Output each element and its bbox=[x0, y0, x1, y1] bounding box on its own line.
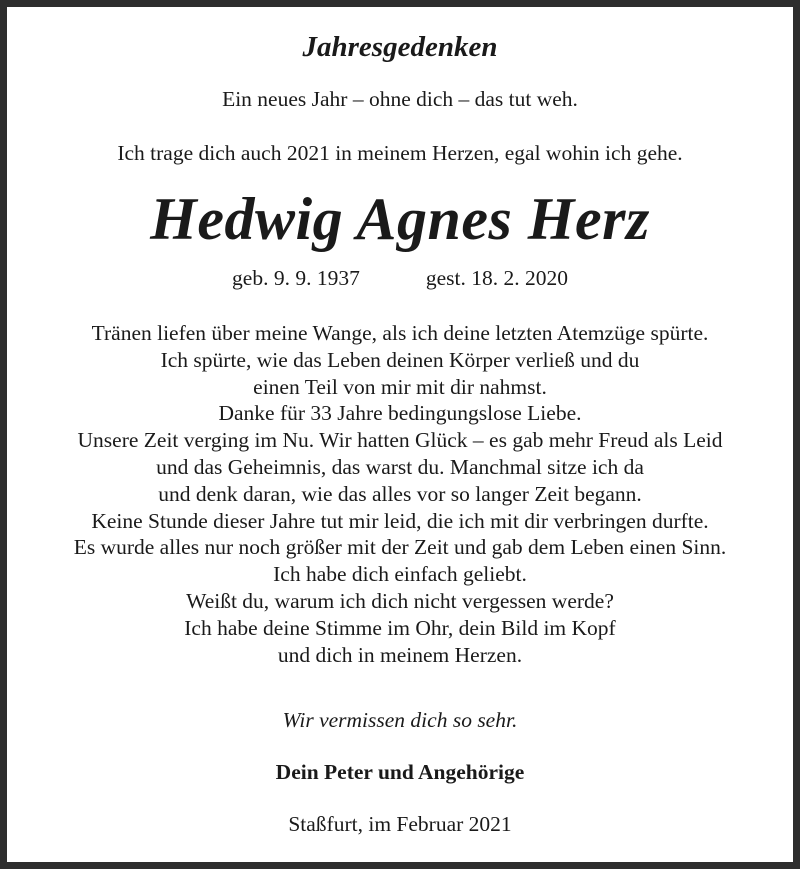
memorial-poem bbox=[7, 320, 793, 668]
poem-line: Unsere Zeit verging im Nu. Wir hatten Glück – es gab mehr Freud als Leid bbox=[77, 428, 723, 453]
intro-line-1: Ein neues Jahr – ohne dich – das tut weh. bbox=[222, 87, 578, 111]
notice-heading: Jahresgedenken bbox=[302, 31, 498, 63]
poem-line: Ich habe deine Stimme im Ohr, dein Bild im Kopf bbox=[184, 615, 616, 640]
closing-line: Wir vermissen dich so sehr. bbox=[282, 708, 518, 732]
poem-line: und dich in meinem Herzen. bbox=[277, 642, 523, 667]
place-and-date: Staßfurt, im Februar 2021 bbox=[288, 812, 512, 836]
poem-line: Ich spürte, wie das Leben deinen Körper verließ und du bbox=[160, 347, 640, 372]
poem-line: Tränen liefen über meine Wange, als ich deine letzten Atemzüge spürte. bbox=[91, 321, 709, 345]
life-dates bbox=[7, 265, 793, 291]
poem-line: Es wurde alles nur noch größer mit der Zeit und gab dem Leben einen Sinn. bbox=[73, 535, 727, 560]
signature: Dein Peter und Angehörige bbox=[275, 760, 525, 784]
poem-line: einen Teil von mir mit dir nahmst. bbox=[253, 374, 547, 399]
poem-line: Danke für 33 Jahre bedingungslose Liebe. bbox=[218, 401, 582, 426]
poem-line: und das Geheimnis, das warst du. Manchmal sitze ich da bbox=[156, 454, 644, 479]
poem-line: Ich habe dich einfach geliebt. bbox=[273, 562, 527, 587]
birth-date: geb. 9. 9. 1937 bbox=[232, 266, 360, 290]
poem-line: Keine Stunde dieser Jahre tut mir leid, die ich mit dir verbringen durfte. bbox=[91, 508, 709, 533]
obituary-notice bbox=[7, 7, 793, 862]
poem-line: und denk daran, wie das alles vor so langer Zeit begann. bbox=[158, 481, 642, 506]
intro-line-2: Ich trage dich auch 2021 in meinem Herzen, egal wohin ich gehe. bbox=[117, 141, 683, 165]
death-date: gest. 18. 2. 2020 bbox=[425, 266, 568, 290]
poem-line: Weißt du, warum ich dich nicht vergessen werde? bbox=[186, 588, 614, 613]
deceased-name: Hedwig Agnes Herz bbox=[150, 186, 650, 252]
